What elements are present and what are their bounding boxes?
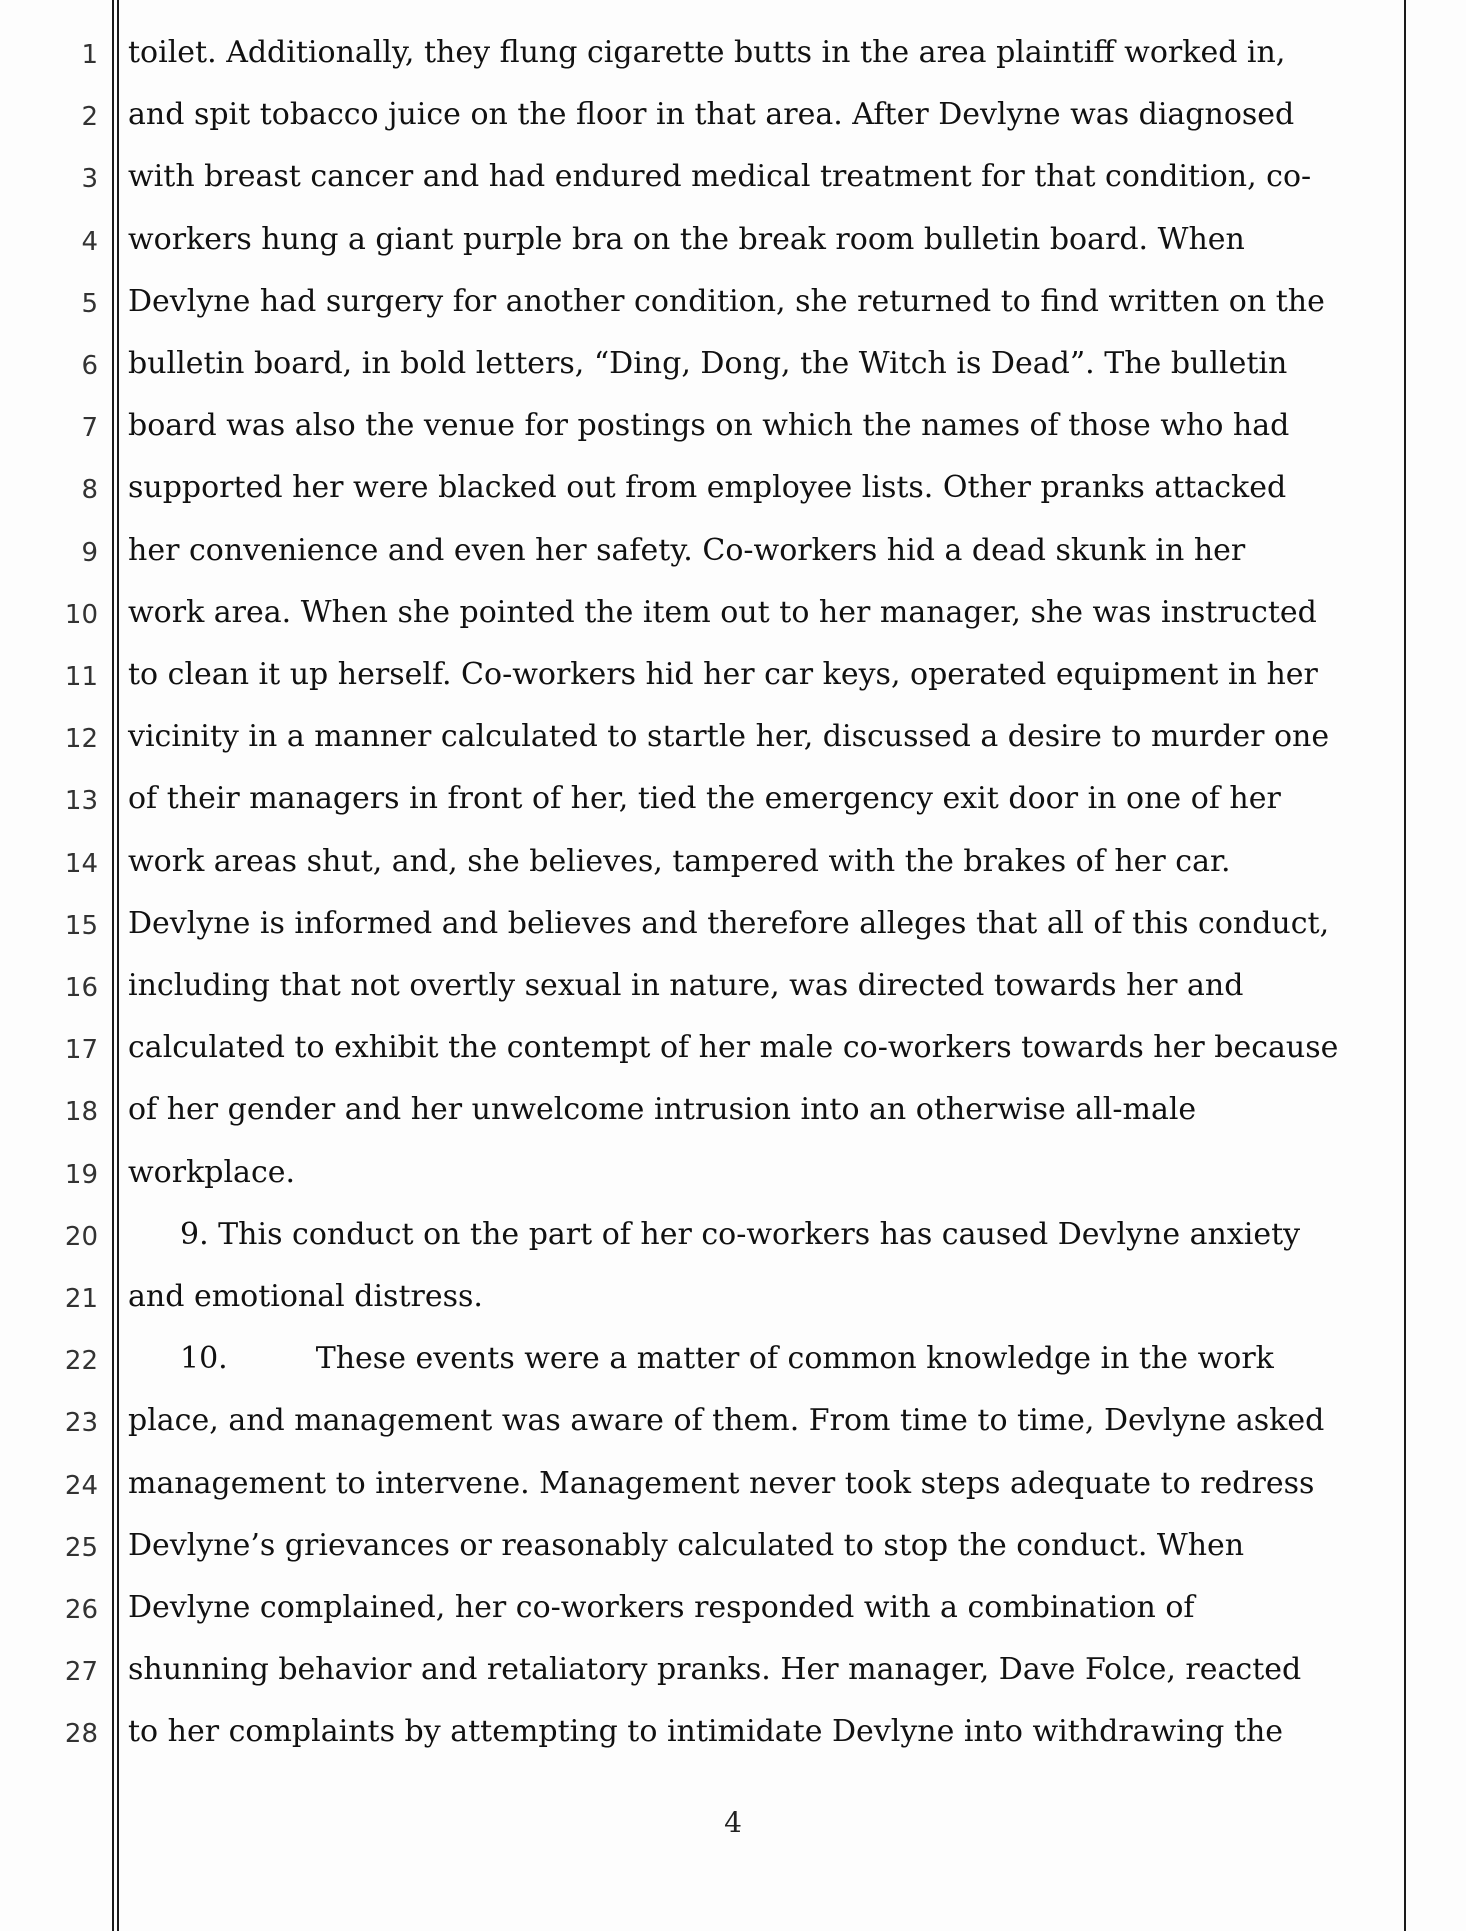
text-line: work areas shut, and, she believes, tampered with the brakes of her car. — [128, 843, 1231, 879]
line-number: 20 — [64, 1221, 98, 1252]
line-number: 24 — [64, 1470, 98, 1501]
line-number: 26 — [64, 1595, 98, 1625]
line-number: 19 — [64, 1159, 98, 1190]
line-number: 3 — [81, 164, 98, 195]
line-number: 8 — [81, 475, 98, 506]
line-number: 6 — [81, 351, 98, 381]
text-line: of her gender and her unwelcome intrusion into an otherwise all-male — [128, 1092, 1197, 1128]
left-margin-rule-inner — [117, 0, 119, 1931]
line-number: 18 — [64, 1097, 98, 1128]
text-line: her convenience and even her safety. Co-workers hid a dead skunk in her — [128, 532, 1246, 568]
line-number: 27 — [64, 1657, 98, 1688]
line-number: 7 — [81, 413, 98, 444]
text-line: and spit tobacco juice on the floor in that area. After Devlyne was diagnosed — [128, 97, 1295, 133]
line-number: 25 — [64, 1532, 98, 1563]
line-number: 17 — [64, 1035, 98, 1066]
paragraph-number: 10. — [180, 1341, 228, 1377]
line-number: 15 — [64, 910, 98, 941]
text-line: Devlyne’s grievances or reasonably calculated to stop the conduct. When — [128, 1527, 1245, 1563]
text-line: work area. When she pointed the item out to her manager, she was instructed — [128, 594, 1317, 630]
line-number: 1 — [81, 40, 98, 70]
line-number: 23 — [64, 1408, 98, 1439]
text-line: calculated to exhibit the contempt of her male co-workers towards her because — [128, 1030, 1339, 1066]
line-number: 16 — [64, 973, 98, 1003]
text-line: Devlyne complained, her co-workers responded with a combination of — [128, 1590, 1195, 1625]
line-number: 13 — [64, 786, 98, 817]
line-number: 4 — [81, 226, 98, 257]
line-number: 5 — [81, 288, 98, 319]
text-line: and emotional distress. — [128, 1279, 483, 1314]
left-margin-rule-outer — [112, 0, 114, 1931]
text-line: workers hung a giant purple bra on the break room bulletin board. When — [128, 221, 1245, 257]
text-line: including that not overtly sexual in nature, was directed towards her and — [128, 968, 1244, 1003]
right-margin-rule — [1404, 0, 1406, 1931]
line-number: 2 — [81, 102, 98, 133]
text-line: 9. This conduct on the part of her co-workers has caused Devlyne anxiety — [180, 1216, 1301, 1252]
page-number: 4 — [724, 1806, 742, 1839]
text-line: shunning behavior and retaliatory pranks. Her manager, Dave Folce, reacted — [128, 1652, 1302, 1688]
text-line: to clean it up herself. Co-workers hid her car keys, operated equipment in her — [128, 657, 1318, 692]
text-line: vicinity in a manner calculated to startle her, discussed a desire to murder one — [128, 719, 1330, 755]
line-number: 12 — [64, 724, 98, 755]
line-number: 28 — [64, 1719, 98, 1750]
text-line: management to intervene. Management never took steps adequate to redress — [128, 1465, 1315, 1501]
text-line — [180, 1342, 1450, 1376]
text-line: of their managers in front of her, tied the emergency exit door in one of her — [128, 781, 1281, 817]
text-line: workplace. — [128, 1154, 296, 1190]
line-number: 22 — [64, 1346, 98, 1377]
text-line: toilet. Additionally, they flung cigarette butts in the area plaintiff worked in, — [128, 35, 1286, 70]
text-line: with breast cancer and had endured medical treatment for that condition, co- — [128, 159, 1312, 195]
text-line: supported her were blacked out from employee lists. Other pranks attacked — [128, 470, 1287, 506]
line-number: 9 — [81, 537, 98, 568]
text-line: place, and management was aware of them. From time to time, Devlyne asked — [128, 1403, 1325, 1439]
text-line: to her complaints by attempting to intimidate Devlyne into withdrawing the — [128, 1714, 1284, 1750]
line-number: 11 — [64, 662, 98, 692]
line-number: 14 — [64, 848, 98, 879]
line-number: 10 — [64, 599, 98, 630]
text-line: board was also the venue for postings on which the names of those who had — [128, 408, 1290, 444]
paragraph-text: These events were a matter of common knowledge in the work — [315, 1341, 1274, 1377]
text-line: Devlyne is informed and believes and therefore alleges that all of this conduct, — [128, 905, 1330, 941]
text-line: Devlyne had surgery for another condition, she returned to find written on the — [128, 283, 1325, 319]
text-line: bulletin board, in bold letters, “Ding, Dong, the Witch is Dead”. The bulletin — [128, 346, 1288, 381]
line-number: 21 — [64, 1284, 98, 1314]
